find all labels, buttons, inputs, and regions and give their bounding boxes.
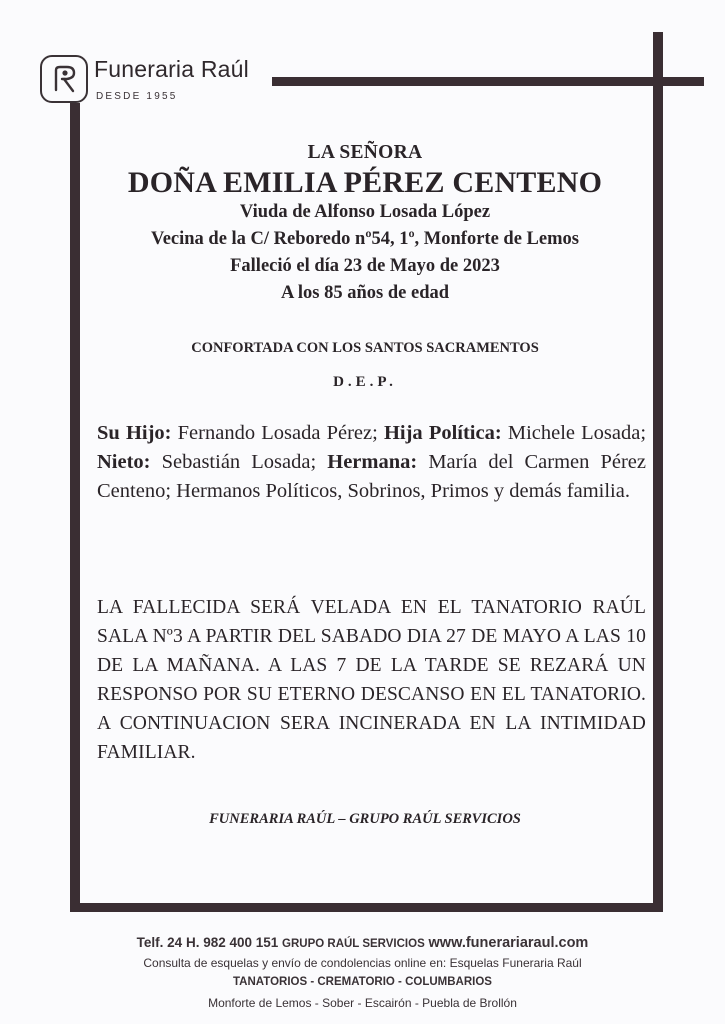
deceased-name: DOÑA EMILIA PÉREZ CENTENO	[127, 166, 603, 199]
deceased-title: LA SEÑORA	[307, 142, 423, 163]
footer-services: TANATORIOS - CREMATORIO - COLUMBARIOS	[233, 976, 492, 988]
footer-locations: Monforte de Lemos - Sober - Escairón - Puebla de Brollón	[208, 996, 517, 1010]
company-name: Funeraria Raúl	[94, 56, 249, 82]
deceased-address: Vecina de la C/ Reboredo nº54, 1º, Monforte de Lemos	[151, 229, 579, 249]
son-name: Fernando Losada Pérez;	[177, 422, 378, 444]
widow-of: Viuda de Alfonso Losada López	[239, 202, 491, 222]
sister-name: María del Carmen Pérez Centeno;	[97, 451, 646, 502]
footer-website[interactable]: www.funerariaraul.com	[428, 935, 589, 951]
son-label: Su Hijo:	[97, 422, 172, 444]
death-date: Falleció el día 23 de Mayo de 2023	[230, 256, 500, 276]
frame-bottom-border	[70, 903, 663, 912]
wake-notice: LA FALLECIDA SERÁ VELADA EN EL TANATORIO RAÚL SALA Nº3 A PARTIR DEL SABADO DIA 27 DE MAYO A LAS 10 DE LA MAÑANA. A LAS 7 DE LA TARDE SE REZARÁ UN RESPONSO POR SU ETERNO DESCANSO EN EL TANATORIO. A CONTINUACION SERA INCINERADA EN LA INTIMIDAD FAMILIAR.	[97, 597, 646, 763]
footer-online-info: Consulta de esquelas y envío de condolencias online en: Esquelas Funeraria Raúl	[143, 956, 582, 970]
sister-label: Hermana:	[327, 451, 418, 473]
funeraria-raul-r-monogram-icon	[40, 55, 88, 103]
daughter-in-law-name: Michele Losada;	[507, 422, 647, 444]
sacraments-line: CONFORTADA CON LOS SANTOS SACRAMENTOS	[191, 340, 539, 356]
daughter-in-law-label: Hija Política:	[383, 422, 502, 444]
footer-group: GRUPO RAÚL SERVICIOS	[282, 938, 425, 950]
family-paragraph	[97, 419, 646, 506]
dep-line: D.E.P.	[333, 374, 397, 390]
frame-left-border	[70, 103, 80, 911]
footer-contact-line	[0, 935, 725, 951]
frame-top-bar	[272, 77, 704, 86]
company-since: DESDE 1955	[96, 91, 178, 102]
other-relatives: Hermanos Políticos, Sobrinos, Primos y demás familia.	[176, 480, 630, 502]
footer-phone: Telf. 24 H. 982 400 151	[136, 935, 279, 950]
deceased-age: A los 85 años de edad	[280, 283, 450, 303]
grandson-label: Nieto:	[97, 451, 151, 473]
grandson-name: Sebastián Losada;	[161, 451, 317, 473]
frame-right-border	[653, 32, 663, 912]
signature: FUNERARIA RAÚL – GRUPO RAÚL SERVICIOS	[209, 811, 521, 827]
